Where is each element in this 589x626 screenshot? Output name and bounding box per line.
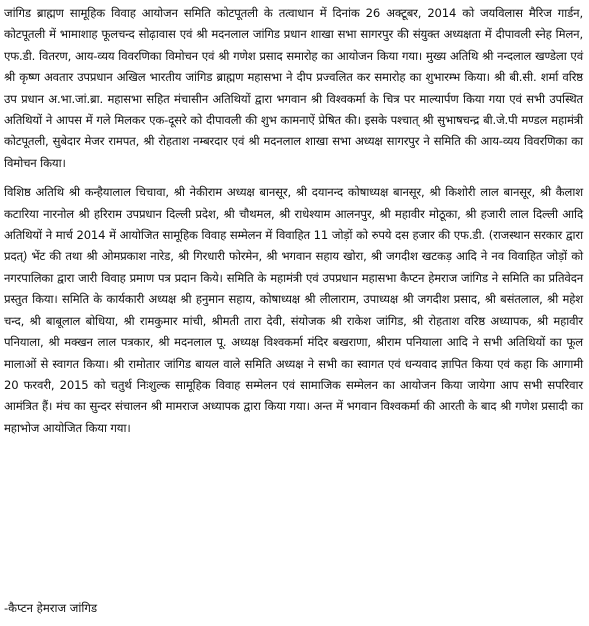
author-signature: -कैप्टन हेमराज जांगिड xyxy=(4,601,98,615)
article-paragraph-1: जांगिड ब्राह्मण सामूहिक विवाह आयोजन समिति कोटपूतली के तत्वाधान में दिनांक 26 अक्टूबर, 2014 को जयविलास मैरिज गार्डन, कोटपूतली में भामाशाह फूलचन्द सोढ़ावास एवं श्री मदनलाल जांगिड प्रधान शाखा सभा सागरपुर की संयुक्त अध्यक्षता में दीपावली स्नेह मिलन, एफ.डी. वितरण, आय-व्यय विवरणिका विमोचन एवं श्री गणेश प्रसाद समारोह का आयोजन किया गया। मुख्य अतिथि श्री नन्दलाल खण्डेला एवं श्री कृष्ण अवतार उपप्रधान अखिल भारतीय जांगिड ब्राह्मण महासभा ने दीप प्रज्वलित कर समारोह का शुभारम्भ किया। श्री बी.सी. शर्मा वरिष्ठ उप प्रधान अ.भा.जां.ब्रा. महासभा सहित मंचासीन अतिथियों द्वारा भगवान श्री विश्वकर्मा के चित्र पर माल्यार्पण किया गया एवं सभी उपस्थित अतिथियों ने आपस में गले मिलकर एक-दूसरे को दीपावली की शुभ कामनाऐं प्रेषित की। इसके पश्चात् श्री सुभाषचन्द्र बी.जे.पी मण्डल महामंत्री कोटपूतली, सुबेदार मेजर रामपत, श्री रोहताश नम्बरदार एवं श्री मदनलाल शाखा सभा अध्यक्ष सागरपुर ने समिति की आय-व्यय विवरणिका का विमोचन किया। xyxy=(4,6,583,170)
article-paragraph-2: विशिष्ठ अतिथि श्री कन्हैयालाल चिचावा, श्री नेकीराम अध्यक्ष बानसूर, श्री दयानन्द कोषाध्यक्ष बानसूर, श्री किशोरी लाल बानसूर, श्री कैलाश कटारिया नारनोल श्री हरिराम उपप्रधान दिल्ली प्रदेश, श्री चौथमल, श्री राधेश्याम आलनपुर, श्री महावीर मोठूका, श्री हजारी लाल दिल्ली आदि अतिथियों ने मार्च 2014 में आयोजित सामूहिक विवाह सम्मेलन में विवाहित 11 जोड़ों को रुपये दस हजार की एफ.डी. (राजस्थान सरकार द्वारा प्रदत्) भेंट की तथा श्री ओमप्रकाश नारेड, श्री गिरधारी फोरमेन, श्री भगवान सहाय खोरा, श्री जगदीश खटकड़ आदि ने नव विवाहित जोड़ों को नगरपालिका द्वारा जारी विवाह प्रमाण पत्र प्रदान किये। समिति के महामंत्री एवं उपप्रधान महासभा कैप्टन हेमराज जांगिड ने समिति का प्रतिवेदन प्रस्तुत किया। समिति के कार्यकारी अध्यक्ष श्री हनुमान सहाय, कोषाध्यक्ष श्री लीलाराम, उपाध्यक्ष श्री जगदीश प्रसाद, श्री बसंतलाल, श्री महेश चन्द, श्री बाबूलाल बोधिया, श्री रामकुमार मांची, श्रीमती तारा देवी, संयोजक श्री राकेश जांगिड, श्री रोहताश वरिष्ठ अध्यापक, श्री महावीर पनियाला, श्री मक्खन लाल पत्रकार, श्री मदनलाल पू. अध्यक्ष विश्वकर्मा मंदिर बखराणा, श्रीराम पनियाला आदि ने सभी अतिथियों का फूल मालाओं से स्वागत किया। श्री रामोतार जांगिड बायल वाले समिति अध्यक्ष ने सभी का स्वागत एवं धन्यवाद ज्ञापित किया एवं कहा कि आगामी 20 फरवरी, 2015 को चतुर्थ निःशुल्क सामूहिक विवाह सम्मेलन एवं सामाजिक सम्मेलन का आयोजन किया जायेगा आप सभी सपरिवार आमंत्रित हैं। मंच का सुन्दर संचालन श्री मामराज अध्यापक द्वारा किया गया। अन्त में भगवान विश्वकर्मा की आरती के बाद श्री गणेश प्रसादी का महाभोज आयोजित किया गया। xyxy=(4,185,583,435)
